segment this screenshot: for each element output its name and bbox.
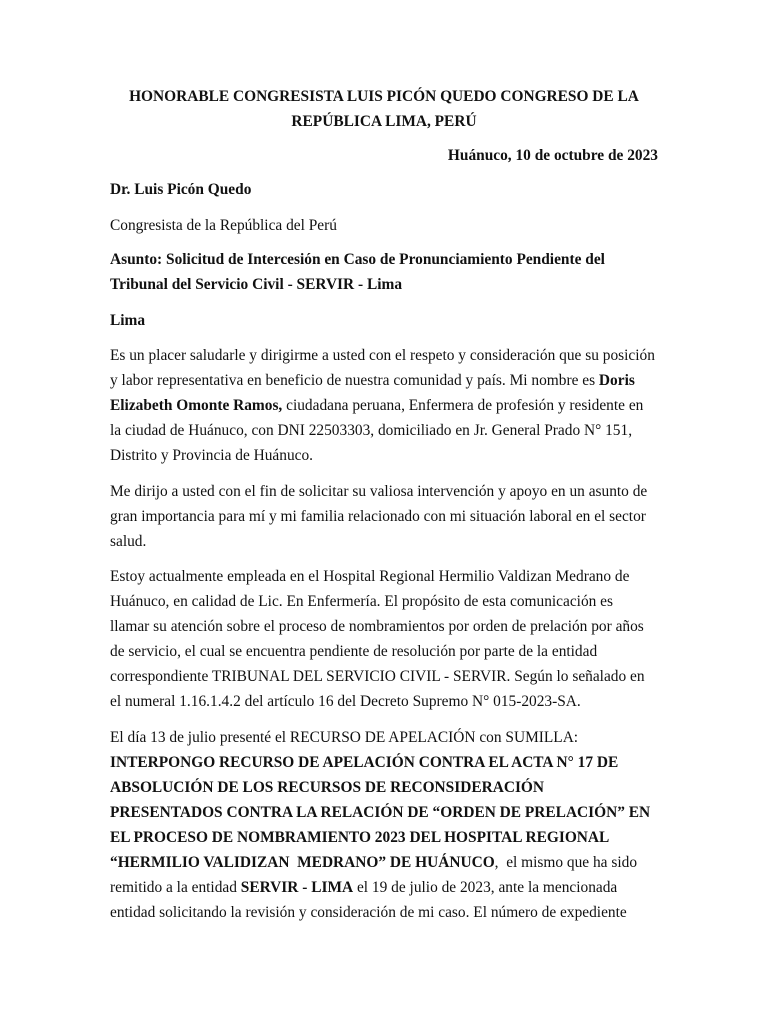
p3-line-4: de servicio, el cual se encuentra pendiente de resolución por parte de la entidad [110, 643, 598, 660]
p4-line-7a: remitido a la entidad [110, 879, 241, 896]
paragraph-appeal [110, 725, 658, 925]
p3-line-6: el numeral 1.16.1.4.2 del artículo 16 del Decreto Supremo N° 015-2023-SA. [110, 693, 581, 710]
p4-entity: SERVIR - LIMA [240, 879, 354, 896]
p3-line-3: llamar su atención sobre el proceso de nombramientos por orden de prelación por años [110, 618, 644, 635]
p4-line-8: entidad solicitando la revisión y consideración de mi caso. El número de expediente [110, 904, 627, 921]
paragraph-purpose [110, 479, 658, 554]
p4-line-2: INTERPONGO RECURSO DE APELACIÓN CONTRA EL ACTA N° 17 DE [110, 754, 619, 771]
p1-line-4: la ciudad de Huánuco, con DNI 22503303, domiciliado en Jr. General Prado N° 151, [110, 422, 633, 439]
p2-line-1: Me dirijo a usted con el fin de solicitar su valiosa intervención y apoyo en un asunto de [110, 483, 648, 500]
p3-line-5: correspondiente TRIBUNAL DEL SERVICIO CIVIL - SERVIR. Según lo señalado en [110, 668, 645, 685]
recipient-role: Congresista de la República del Perú [110, 217, 337, 234]
subject-line-1: Asunto: Solicitud de Intercesión en Caso de Pronunciamiento Pendiente del [110, 251, 605, 268]
p4-line-4: PRESENTADOS CONTRA LA RELACIÓN DE “ORDEN DE PRELACIÓN” EN [110, 804, 651, 821]
recipient-name [110, 177, 658, 202]
date-text: Huánuco, 10 de octubre de 2023 [447, 147, 658, 164]
subject-line [110, 247, 658, 297]
p2-line-3: salud. [110, 533, 147, 550]
p4-line-6b: , el mismo que ha sido [494, 854, 638, 871]
heading-line-1: HONORABLE CONGRESISTA LUIS PICÓN QUEDO CONGRESO DE LA [129, 88, 639, 105]
p1-line-1: Es un placer saludarle y dirigirme a usted con el respeto y consideración que su posición [110, 347, 655, 364]
p1-line-5: Distrito y Provincia de Huánuco. [110, 447, 314, 464]
subject-line-2: Tribunal del Servicio Civil - SERVIR - Lima [110, 276, 403, 293]
p1-line-2a: y labor representativa en beneficio de nuestra comunidad y país. Mi nombre es [110, 372, 599, 389]
p1-name-rest: Elizabeth Omonte Ramos, [110, 397, 283, 414]
paragraph-intro [110, 343, 658, 468]
letter-heading [100, 84, 668, 134]
heading-line-2: REPÚBLICA LIMA, PERÚ [291, 113, 477, 130]
p4-line-1: El día 13 de julio presenté el RECURSO DE APELACIÓN con SUMILLA: [110, 729, 579, 746]
p4-line-3: ABSOLUCIÓN DE LOS RECURSOS DE RECONSIDERACIÓN [110, 779, 545, 796]
p3-line-2: Huánuco, en calidad de Lic. En Enfermería. El propósito de esta comunicación es [110, 593, 613, 610]
p4-line-7c: el 19 de julio de 2023, ante la mencionada [353, 879, 618, 896]
p4-line-5: EL PROCESO DE NOMBRAMIENTO 2023 DEL HOSPITAL REGIONAL [110, 829, 610, 846]
p3-line-1: Estoy actualmente empleada en el Hospital Regional Hermilio Valdizan Medrano de [110, 568, 630, 585]
p1-name-first: Doris [598, 372, 635, 389]
city-line [110, 308, 658, 333]
paragraph-employment [110, 564, 658, 714]
p2-line-2: gran importancia para mí y mi familia relacionado con mi situación laboral en el sector [110, 508, 646, 525]
p4-line-6a: “HERMILIO VALIDIZAN MEDRANO” DE HUÁNUCO [110, 854, 495, 871]
p1-line-3b: ciudadana peruana, Enfermera de profesión y residente en [282, 397, 644, 414]
recipient-name-text: Dr. Luis Picón Quedo [110, 181, 252, 198]
letter-date [110, 143, 658, 168]
city-text: Lima [110, 312, 146, 329]
